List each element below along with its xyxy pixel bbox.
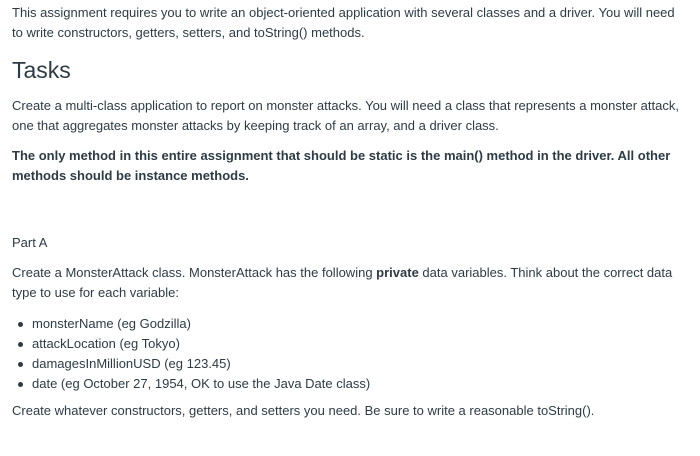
static-method-note: The only method in this entire assignment that should be static is the main() method in the driver. All other methods should be instance methods.: [12, 148, 671, 183]
monster-attack-class-description: [12, 263, 686, 303]
class-desc-before: Create a MonsterAttack class. MonsterAttack has the following: [12, 265, 377, 280]
variable-list: [12, 314, 370, 394]
tasks-heading: Tasks: [12, 57, 71, 83]
bullet-icon: [18, 322, 23, 327]
intro-paragraph: This assignment requires you to write an object-oriented application with several classes and a driver. You will need to write constructors, getters, setters, and toString() methods.: [12, 5, 675, 40]
variable-damages: damagesInMillionUSD (eg 123.45): [32, 356, 231, 371]
bullet-icon: [18, 362, 23, 367]
variable-monster-name: monsterName (eg Godzilla): [32, 316, 191, 331]
variable-attack-location: attackLocation (eg Tokyo): [32, 336, 180, 351]
list-item: [32, 374, 370, 394]
list-item: [32, 314, 370, 334]
class-desc-after: data variables. Think about the correct data type to use for each variable:: [12, 265, 673, 300]
variable-date: date (eg October 27, 1954, OK to use the Java Date class): [32, 376, 371, 391]
part-a-label: Part A: [12, 235, 48, 250]
private-keyword: private: [376, 265, 419, 280]
closing-paragraph: Create whatever constructors, getters, and setters you need. Be sure to write a reasonable toString().: [12, 403, 595, 418]
bullet-icon: [18, 342, 23, 347]
bullet-icon: [18, 382, 23, 387]
list-item: [32, 334, 370, 354]
list-item: [32, 354, 370, 374]
tasks-description: Create a multi-class application to report on monster attacks. You will need a class that represents a monster attack, one that aggregates monster attacks by keeping track of an array, and a driver class.: [12, 98, 679, 133]
